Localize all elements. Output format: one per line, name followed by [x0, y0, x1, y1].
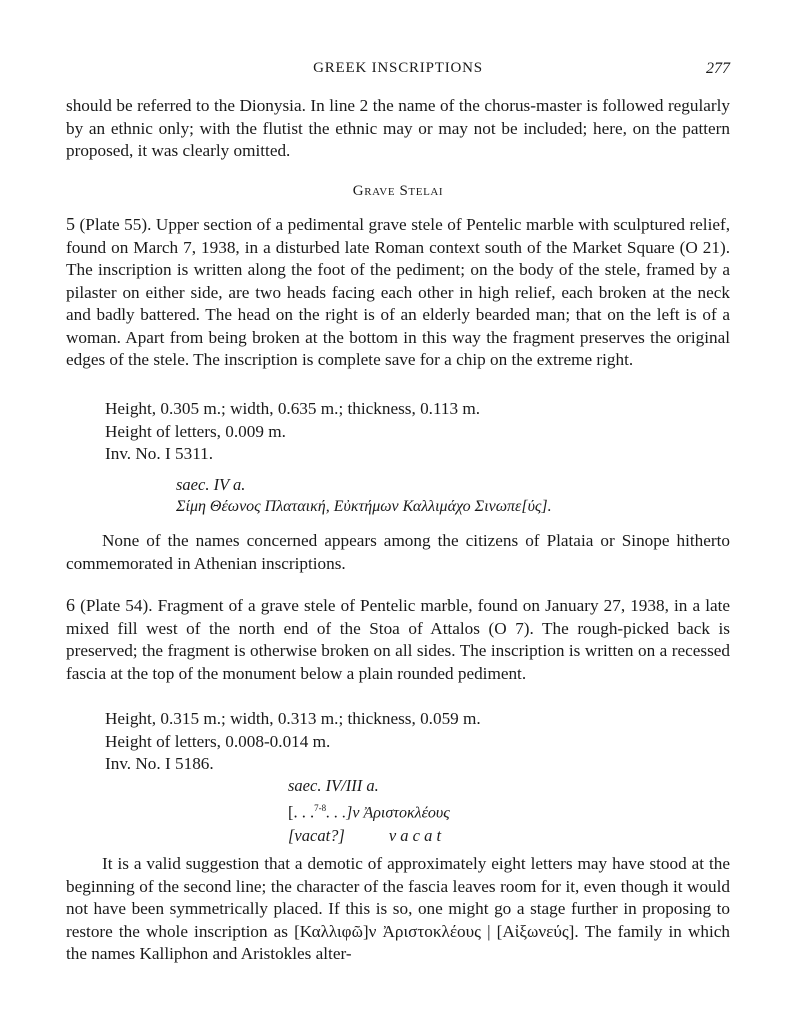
entry-5-inventory: Inv. No. I 5311. [105, 444, 214, 463]
entry-5-greek-text: Σίμη Θέωνος Πλαταική, Εὐκτήμων Καλλιμάχο Σινωπε[ύς]. [176, 498, 552, 515]
intro-paragraph: should be referred to the Dionysia. In line 2 the name of the chorus-master is followed regularly by an ethnic only; with the flutist the ethnic may or may not be included; here, on the pattern proposed, it was clearly omitted. [66, 96, 730, 160]
entry-6-meta [105, 708, 481, 776]
entry-6-date: saec. IV/III a. [288, 776, 379, 795]
entry-6-inventory: Inv. No. I 5186. [105, 754, 214, 773]
entry-6-line-1: [. . .$^{7-8}$. . .]ν Ἀριστοκλέους [288, 802, 450, 822]
entry-6-inscription [288, 775, 450, 847]
entry-5-comment: None of the names concerned appears among the citizens of Plataia or Sinope hitherto commemorated in Athenian inscriptions. [66, 531, 730, 573]
entry-6-text: (Plate 54). Fragment of a grave stele of Pentelic marble, found on January 27, 1938, in a late mixed fill west of the north end of the Stoa of Attalos (O 7). The rough-picked back is preserved; the fragment is otherwise broken on all sides. The inscription is written on a recessed fascia at the top of the monument below a plain rounded pediment. [66, 596, 730, 683]
entry-6-paragraph [66, 594, 730, 685]
entry-5-meta [105, 398, 480, 466]
running-title: GREEK INSCRIPTIONS [313, 60, 483, 76]
entry-5-date: saec. IV a. [176, 475, 246, 494]
entry-6-number: 6 [66, 595, 75, 615]
entry-6-comment: It is a valid suggestion that a demotic of approximately eight letters may have stood at the beginning of the second line; the character of the fascia leaves room for it, even though it would not have been symmetrically placed. If this is so, one might go a stage further in proposing to restore the whole inscription as [Καλλιφῶ]ν Ἀριστοκλέους | [Αἰξωνεύς]. The family in which the names Kalliphon and Aristokles alter- [66, 854, 730, 963]
page-header [66, 60, 730, 82]
entry-5-number: 5 [66, 214, 75, 234]
section-heading: Grave Stelai [352, 183, 444, 199]
entry-6-letter-height: Height of letters, 0.008-0.014 m. [105, 731, 331, 751]
entry-5-paragraph [66, 213, 730, 372]
entry-5-letter-height: Height of letters, 0.009 m. [105, 421, 286, 441]
entry-6-line-2: [vacat?] v a c a t [288, 825, 442, 845]
entry-5-dimensions: Height, 0.305 m.; width, 0.635 m.; thickness, 0.113 m. [105, 399, 481, 418]
page-number: 277 [706, 60, 730, 77]
entry-5-inscription [176, 474, 552, 518]
entry-6-dimensions: Height, 0.315 m.; width, 0.313 m.; thickness, 0.059 m. [105, 709, 481, 728]
entry-5-text: (Plate 55). Upper section of a pedimental grave stele of Pentelic marble with sculptured relief, found on March 7, 1938, in a disturbed late Roman context south of the Market Square (O 21). The inscription is written along the foot of the pediment; on the body of the stele, framed by a pilaster on either side, are two heads facing each other in high relief, each broken at the neck and badly battered. The head on the right is of an elderly bearded man; that on the left is of a woman. Apart from being broken at the bottom in this way the fragment preserves the original edges of the stele. The inscription is complete save for a chip on the extreme right. [66, 215, 731, 369]
entry-6-letter-count: 7-8 [314, 803, 327, 813]
